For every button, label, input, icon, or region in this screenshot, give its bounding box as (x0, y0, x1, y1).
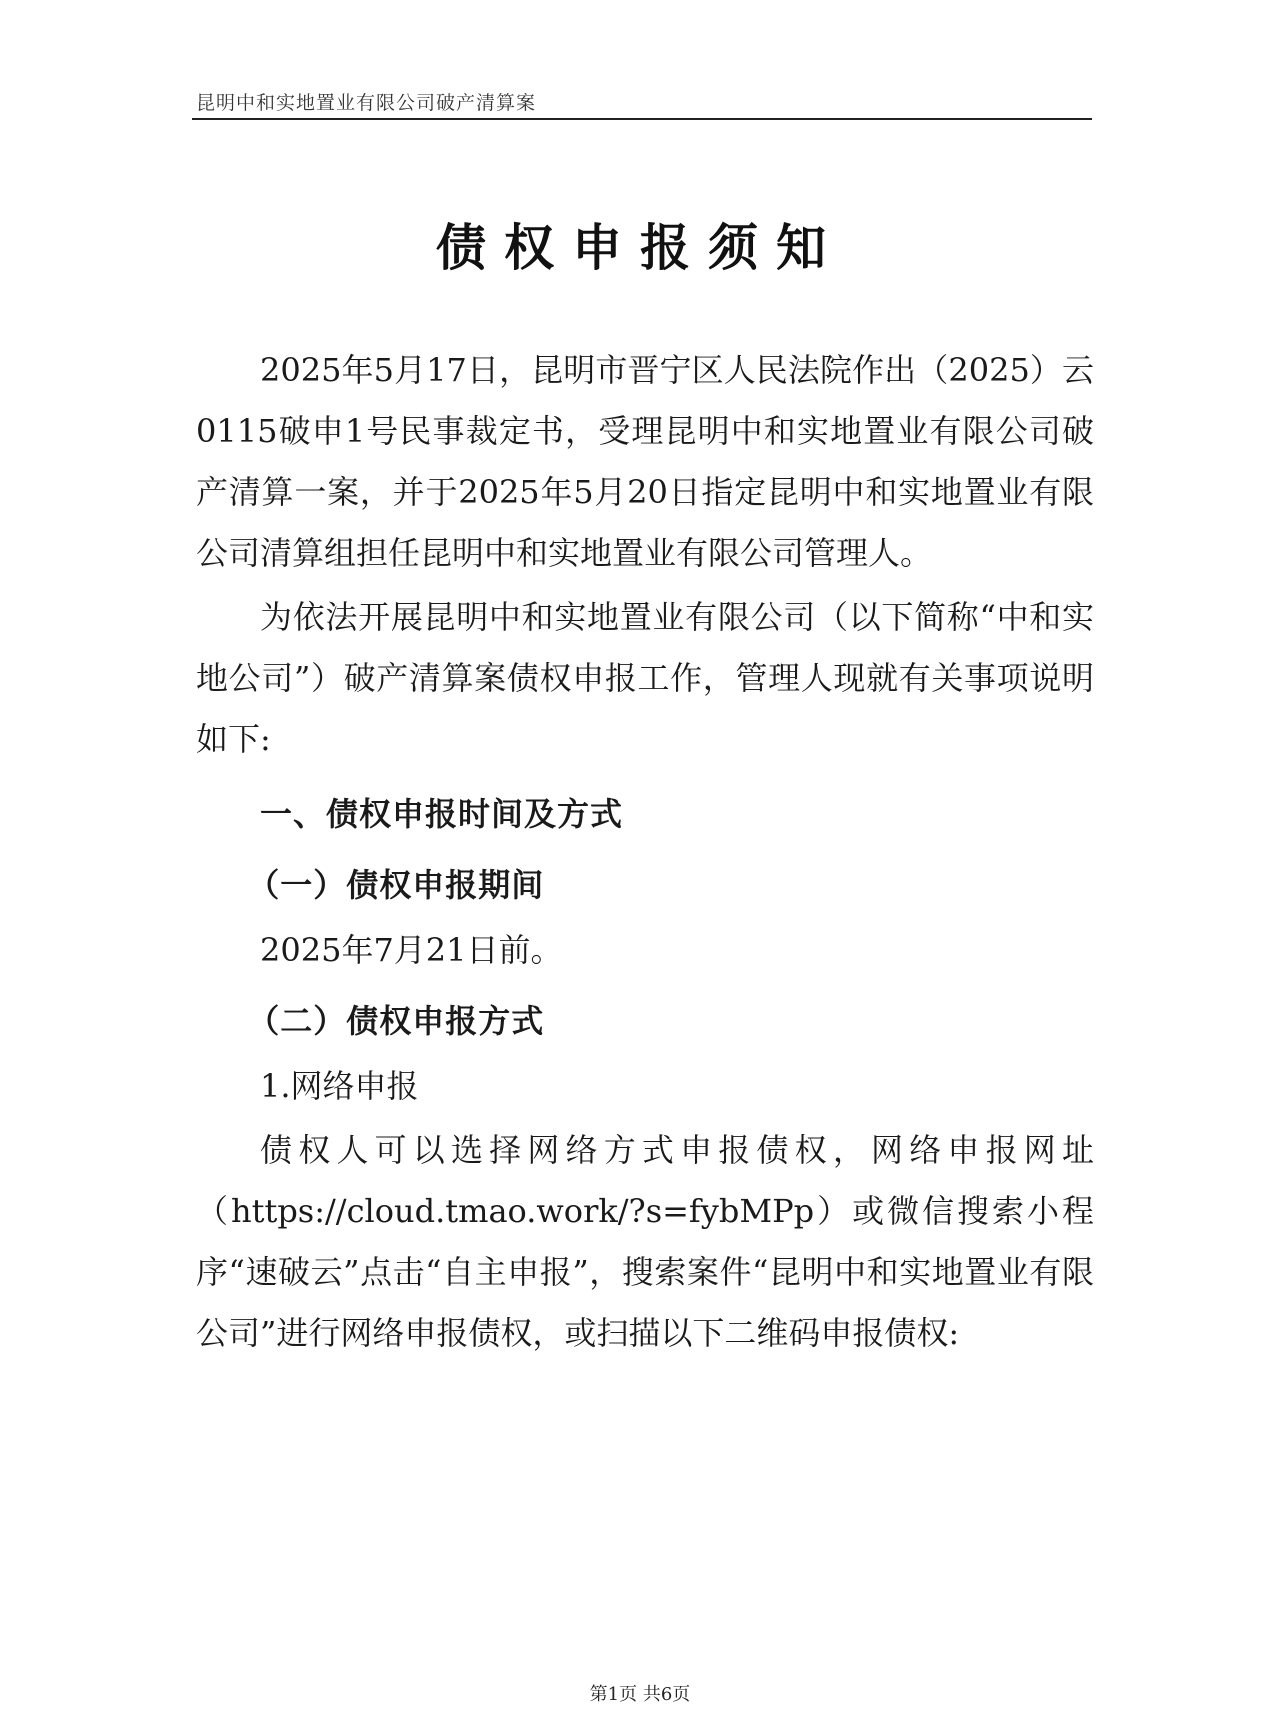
document-title: 债权申报须知 (436, 218, 844, 277)
paragraph-deadline: 2025年7月21日前。 (260, 931, 563, 969)
paragraph-court-ruling: 2025年5月17日，昆明市晋宁区人民法院作出（2025）云0115破申1号民事裁定书，受理昆明中和实地置业有限公司破产清算一案，并于2025年5月20日指定昆明中和实地置业有限公司清算组担任昆明中和实地置业有限公司管理人。 (196, 351, 1094, 572)
paragraph-purpose: 为依法开展昆明中和实地置业有限公司（以下简称“中和实地公司”）破产清算案债权申报工作，管理人现就有关事项说明如下: (196, 598, 1094, 758)
paragraph-online-heading: 1.网络申报 (260, 1067, 419, 1105)
running-header: 昆明中和实地置业有限公司破产清算案 (196, 92, 537, 114)
section-heading-time-method: 一、债权申报时间及方式 (260, 795, 624, 833)
paragraph-online-instructions: 债权人可以选择网络方式申报债权，网络申报网址（https://cloud.tmao.work/?s=fybMPp）或微信搜索小程序“速破云”点击“自主申报”，搜索案件“昆明中和实地置业有限公司”进行网络申报债权，或扫描以下二维码申报债权: (196, 1131, 1094, 1352)
page-number: 第1页 共6页 (589, 1684, 691, 1705)
document-body (196, 340, 1094, 1367)
header-divider (192, 118, 1092, 120)
subsection-heading-method: （二）债权申报方式 (247, 1002, 545, 1040)
subsection-heading-period: （一）债权申报期间 (247, 866, 545, 904)
